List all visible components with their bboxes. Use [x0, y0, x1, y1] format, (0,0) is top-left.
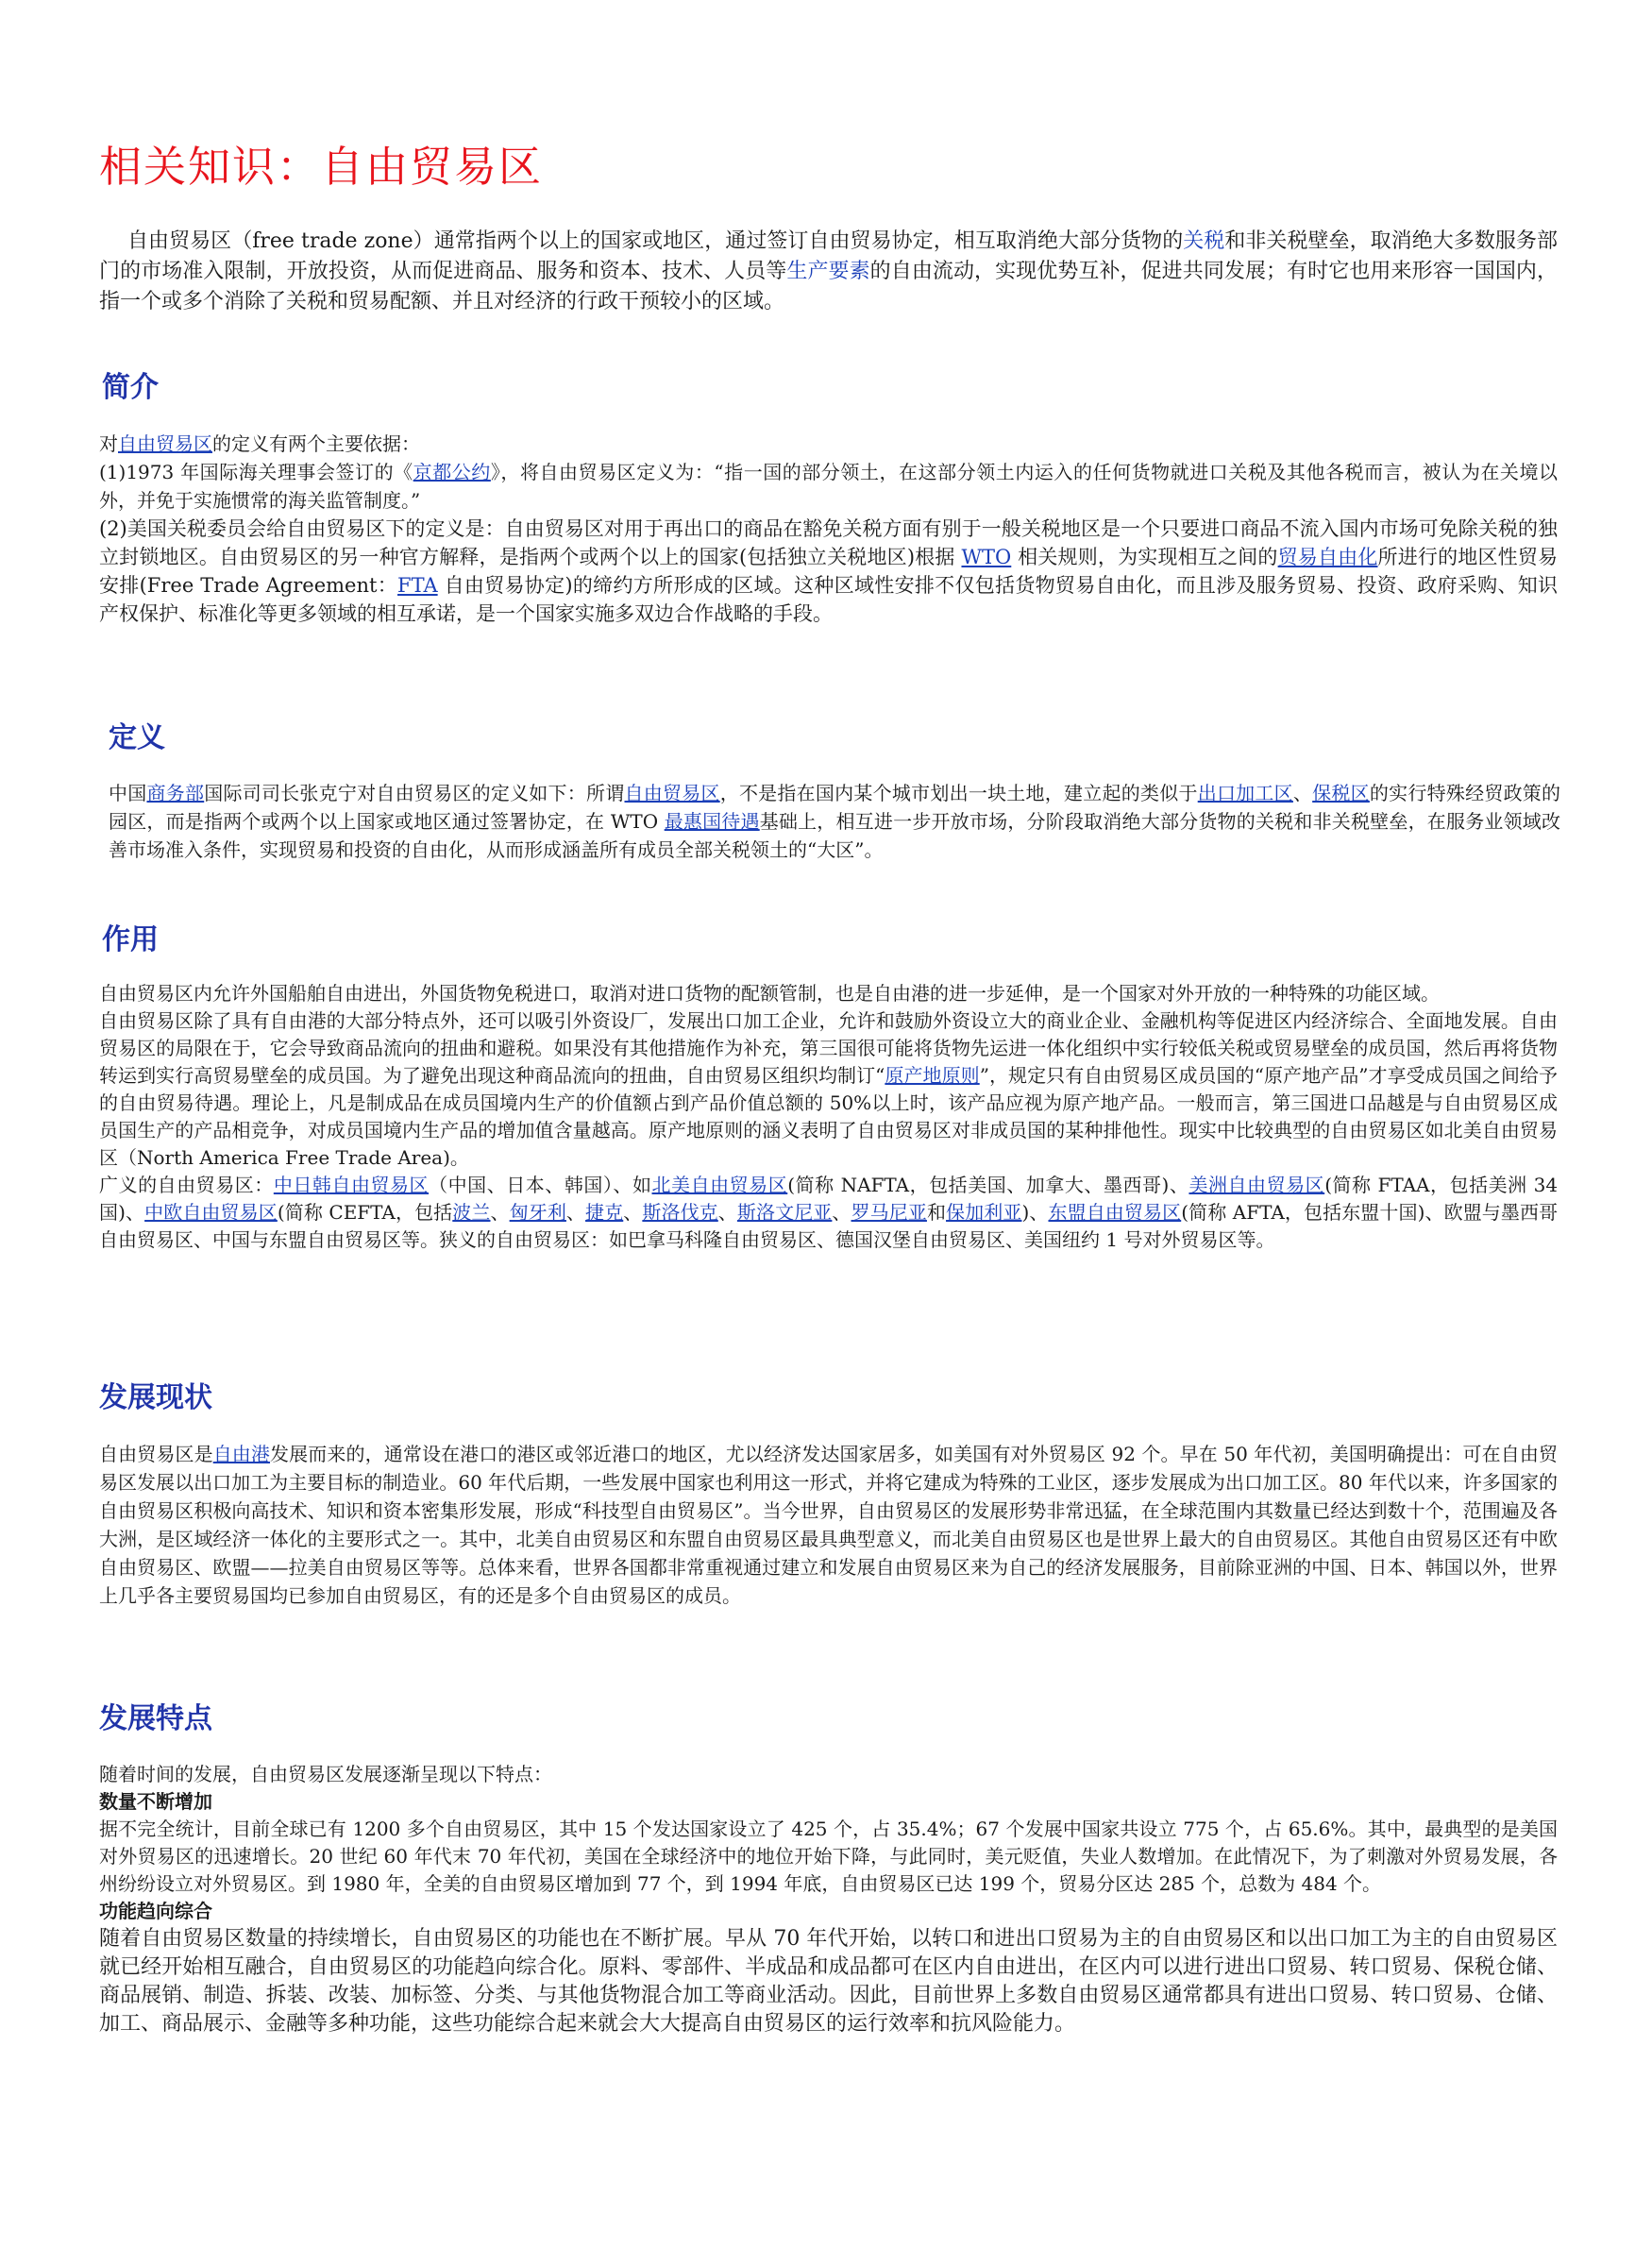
hyperlink[interactable]: 自由贸易区	[118, 432, 212, 455]
text-run: 所进行的地区性贸易安排(Free Trade Agreement：	[99, 546, 1559, 597]
hyperlink[interactable]: 美洲自由贸易区	[1188, 1174, 1325, 1196]
text-run: )、	[1021, 1201, 1049, 1224]
text-run: 广义的自由贸易区：	[99, 1174, 274, 1196]
jianjie-paragraph-1	[99, 430, 1558, 458]
keyword-text: 生产要素	[786, 260, 870, 283]
hyperlink[interactable]: 斯洛伐克	[642, 1201, 718, 1224]
text-run: 相关规则，为实现相互之间的	[1011, 546, 1278, 568]
text-run: 的实行特殊经贸政策的园区，而是指两个或两个以上国家或地区通过签署协定，在 WTO	[109, 782, 1561, 833]
text-run: 》，将自由贸易区定义为：“指一国的部分领土，在这部分领土内运入的任何货物就进口关税及其他各税而言，被认为在关境以外，并免于实施惯常的海关监管制度。”	[99, 461, 1559, 512]
hyperlink[interactable]: 匈牙利	[509, 1201, 566, 1224]
section-heading-definition: 定义	[109, 721, 165, 754]
text-run: (1)1973 年国际海关理事会签订的《	[99, 461, 413, 483]
hyperlink[interactable]: 最惠国待遇	[664, 810, 760, 833]
text-run: (简称 FTAA，包括美洲 34 国)、	[99, 1174, 1559, 1224]
text-run: (简称 NAFTA，包括美国、加拿大、墨西哥)、	[787, 1174, 1189, 1196]
hyperlink[interactable]: FTA	[397, 574, 438, 597]
text-run: ”，规定只有自由贸易区成员国的“原产地产品”才享受成员国之间给予的自由贸易待遇。理论上，凡是制成品在成员国境内生产的价值额占到产品价值总额的 50%以上时，该产品应视为原产地产品。一般而言，第三国进口品越是与自由贸易区成员国生产的产品相竞争，对成员国境内生产品的增加值含量越高。原产地原则的涵义表明了自由贸易区对非成员国的某种排他性。现实中比较典型的自由贸易区如北美自由贸易区（North America Free Trade Area)。	[99, 1064, 1558, 1169]
jianjie-paragraph-2	[99, 458, 1558, 515]
text-run: 、	[623, 1201, 643, 1224]
hyperlink[interactable]: 捷克	[585, 1201, 624, 1224]
text-run: 对	[99, 432, 118, 455]
hyperlink[interactable]: 斯洛文尼亚	[736, 1201, 833, 1224]
text-run: 自由贸易区是	[99, 1443, 213, 1465]
section-heading-intro: 简介	[102, 371, 159, 404]
section-features-body	[99, 1761, 1558, 2038]
text-run: 的自由流动，实现优势互补，促进共同发展；有时它也用来形容一国国内，指一个或多个消除了关税和贸易配额、并且对经济的行政干预较小的区域。	[99, 260, 1558, 313]
text-run: 基础上，相互进一步开放市场，分阶段取消绝大部分货物的关税和非关税壁垒，在服务业领域改善市场准入条件，实现贸易和投资的自由化，从而形成涵盖所有成员全部关税领土的“大区”。	[109, 810, 1561, 861]
text-run: 、	[565, 1201, 586, 1224]
section-definition-body	[109, 779, 1560, 864]
hyperlink[interactable]: 保加利亚	[946, 1201, 1022, 1224]
section-heading-features: 发展特点	[99, 1702, 212, 1735]
text-run: 和非关税壁垒，取消绝大多数服务部门的市场准入限制，开放投资，从而促进商品、服务和资本、技术、人员等	[99, 229, 1558, 283]
hyperlink[interactable]: 原产地原则	[885, 1064, 980, 1087]
text-run: 国际司司长张克宁对自由贸易区的定义如下：所谓	[204, 782, 625, 804]
text-run: 、	[717, 1201, 737, 1224]
text-run: 自由贸易区（free trade zone）通常指两个以上的国家或地区，通过签订自由贸易协定，相互取消绝大部分货物的	[127, 229, 1184, 253]
hyperlink[interactable]: 保税区	[1312, 782, 1370, 804]
hyperlink[interactable]: 中欧自由贸易区	[144, 1201, 278, 1224]
text-run: 、	[1292, 782, 1313, 804]
jianjie-paragraph-3	[99, 515, 1558, 628]
hyperlink[interactable]: 东盟自由贸易区	[1048, 1201, 1182, 1224]
text-run: 的定义有两个主要依据：	[212, 432, 420, 455]
text-run: 自由贸易区内允许外国船舶自由进出，外国货物免税进口，取消对进口货物的配额管制，也是自由港的进一步延伸，是一个国家对外开放的一种特殊的功能区域。	[99, 982, 1440, 1005]
hyperlink[interactable]: WTO	[961, 546, 1012, 568]
page-title: 相关知识：自由贸易区	[99, 142, 544, 192]
hyperlink[interactable]: 出口加工区	[1197, 782, 1293, 804]
zuoyong-paragraph-3	[99, 1172, 1558, 1254]
section-status-body	[99, 1440, 1558, 1610]
text-run: （中国、日本、韩国）、如	[429, 1174, 652, 1196]
text-run: 自由贸易协定)的缔约方所形成的区域。这种区域性安排不仅包括货物贸易自由化，而且涉及服务贸易、投资、政府采购、知识产权保护、标准化等更多领域的相互承诺，是一个国家实施多双边合作战略的手段。	[99, 574, 1558, 625]
text-run: 发展而来的，通常设在港口的港区或邻近港口的地区，尤以经济发达国家居多，如美国有对外贸易区 92 个。早在 50 年代初，美国明确提出：可在自由贸易区发展以出口加工为主要目标的制造业。60 年代后期，一些发展中国家也利用这一形式，并将它建成为特殊的工业区，逐步发展成为出口加工区。80 年代以来，许多国家的自由贸易区积极向高技术、知识和资本密集形发展，形成“科技型自由贸易区”。当今世界，自由贸易区的发展形势非常迅猛，在全球范围内其数量已经达到数十个，范围遍及各大洲，是区域经济一体化的主要形式之一。其中，北美自由贸易区和东盟自由贸易区最具典型意义，而北美自由贸易区也是世界上最大的自由贸易区。其他自由贸易区还有中欧自由贸易区、欧盟——拉美自由贸易区等等。总体来看，世界各国都非常重视通过建立和发展自由贸易区来为自己的经济发展服务，目前除亚洲的中国、日本、韩国以外，世界上几乎各主要贸易国均已参加自由贸易区，有的还是多个自由贸易区的成员。	[99, 1443, 1559, 1607]
text-run: ，不是指在国内某个城市划出一块土地，建立起的类似于	[719, 782, 1198, 804]
section-heading-role: 作用	[102, 923, 159, 956]
zuoyong-paragraph-2	[99, 1007, 1558, 1172]
hyperlink[interactable]: 罗马尼亚	[851, 1201, 927, 1224]
hyperlink[interactable]: 京都公约	[413, 461, 491, 483]
text-run: 自由贸易区除了具有自由港的大部分特点外，还可以吸引外资设厂，发展出口加工企业，允许和鼓励外资设立大的商业企业、金融机构等促进区内经济综合、全面地发展。自由贸易区的局限在于，它会导致商品流向的扭曲和避税。如果没有其他措施作为补充，第三国很可能将货物先运进一体化组织中实行较低关税或贸易壁垒的成员国，然后再将货物转运到实行高贸易壁垒的成员国。为了避免出现这种商品流向的扭曲，自由贸易区组织均制订“	[99, 1009, 1558, 1087]
text-run: (简称 CEFTA，包括	[277, 1201, 453, 1224]
text-run: 和	[926, 1201, 947, 1224]
keyword-text: 关税	[1183, 229, 1225, 253]
dingyi-paragraph	[109, 779, 1560, 864]
hyperlink[interactable]: 北美自由贸易区	[651, 1174, 788, 1196]
hyperlink[interactable]: 商务部	[146, 782, 205, 804]
hyperlink[interactable]: 自由贸易区	[624, 782, 720, 804]
tedian-subheading-1: 数量不断增加	[99, 1790, 212, 1813]
text-run: 、	[832, 1201, 851, 1224]
text-run: (简称 AFTA，包括东盟十国)、欧盟与墨西哥自由贸易区、中国与东盟自由贸易区等。狭义的自由贸易区：如巴拿马科隆自由贸易区、德国汉堡自由贸易区、美国纽约 1 号对外贸易区等。	[99, 1201, 1559, 1251]
tedian-paragraph-2: 随着自由贸易区数量的持续增长，自由贸易区的功能也在不断扩展。早从 70 年代开始，以转口和进出口贸易为主的自由贸易区和以出口加工为主的自由贸易区就已经开始相互融合，自由贸易区的功能趋向综合化。原料、零部件、半成品和成品都可在区内自由进出，在区内可以进行进出口贸易、转口贸易、保税仓储、商品展销、制造、拆装、改装、加标签、分类、与其他货物混合加工等商业活动。因此，目前世界上多数自由贸易区通常都具有进出口贸易、转口贸易、仓储、加工、商品展示、金融等多种功能，这些功能综合起来就会大大提高自由贸易区的运行效率和抗风险能力。	[99, 1927, 1558, 2036]
section-role-body	[99, 980, 1558, 1254]
text-run: 、	[490, 1201, 510, 1224]
hyperlink[interactable]: 自由港	[212, 1443, 271, 1465]
text-run: 中国	[109, 782, 147, 804]
hyperlink[interactable]: 波兰	[452, 1201, 491, 1224]
xianzhuang-paragraph	[99, 1440, 1558, 1610]
section-intro-body	[99, 430, 1558, 628]
zuoyong-paragraph-1	[99, 980, 1558, 1007]
tedian-lead: 随着时间的发展，自由贸易区发展逐渐呈现以下特点：	[99, 1763, 552, 1785]
tedian-subheading-2: 功能趋向综合	[99, 1900, 212, 1922]
section-heading-status: 发展现状	[99, 1381, 212, 1414]
tedian-paragraph-1: 据不完全统计，目前全球已有 1200 多个自由贸易区，其中 15 个发达国家设立了 425 个，占 35.4%；67 个发展中国家共设立 775 个，占 65.6%。其中，最典型的是美国对外贸易区的迅速增长。20 世纪 60 年代末 70 年代初，美国在全球经济中的地位开始下降，与此同时，美元贬值，失业人数增加。在此情况下，为了刺激对外贸易发展，各州纷纷设立对外贸易区。到 1980 年，全美的自由贸易区增加到 77 个，到 1994 年底，自由贸易区已达 199 个，贸易分区达 285 个，总数为 484 个。	[99, 1818, 1558, 1895]
hyperlink[interactable]: 贸易自由化	[1277, 546, 1378, 568]
hyperlink[interactable]: 中日韩自由贸易区	[273, 1174, 430, 1196]
text-run: (2)美国关税委员会给自由贸易区下的定义是：自由贸易区对用于再出口的商品在豁免关税方面有别于一般关税地区是一个只要进口商品不流入国内市场可免除关税的独立封锁地区。自由贸易区的另一种官方解释，是指两个或两个以上的国家(包括独立关税地区)根据	[99, 517, 1558, 568]
intro-paragraph	[99, 227, 1558, 317]
